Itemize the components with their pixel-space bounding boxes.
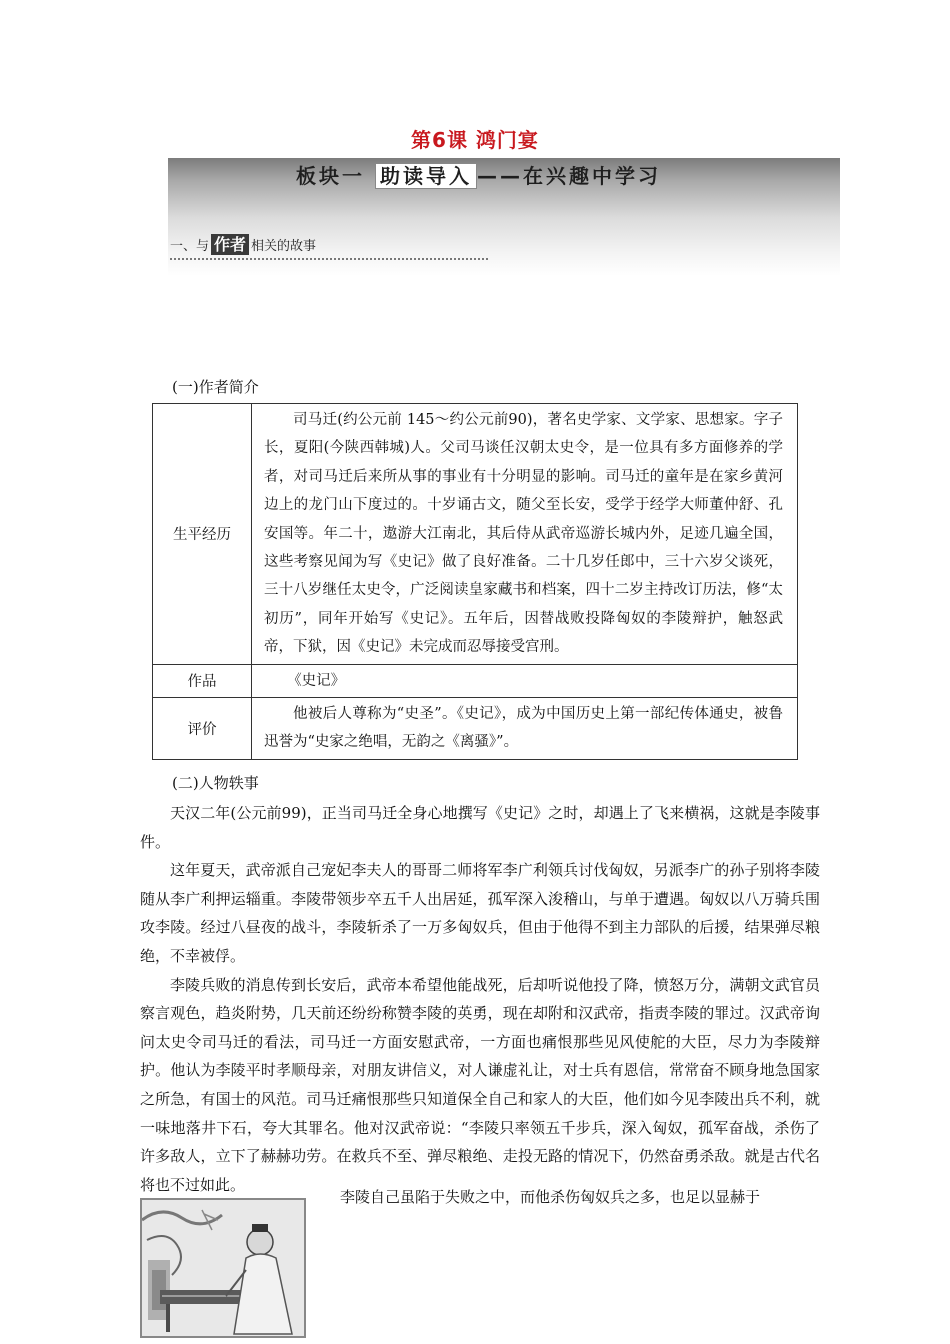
illustration-image — [142, 1200, 304, 1336]
section-heading — [170, 232, 316, 255]
banner-block: 板块一 — [296, 164, 365, 188]
anecdote-body — [140, 799, 820, 1199]
row-label: 生平经历 — [153, 404, 252, 665]
row-content: 《史记》 — [252, 664, 798, 697]
section-prefix: 一、与 — [170, 239, 210, 254]
row-label: 评价 — [153, 698, 252, 760]
dotted-divider — [170, 258, 488, 260]
section-banner — [168, 158, 840, 276]
sima-qian-illustration — [140, 1198, 306, 1338]
table-row — [153, 404, 798, 665]
paragraph-continuation: 李陵自己虽陷于失败之中，而他杀伤匈奴兵之多，也足以显赫于 — [340, 1188, 761, 1206]
intro-heading: (一)作者简介 — [172, 378, 259, 396]
section-suffix: 相关的故事 — [251, 239, 317, 254]
section-highlight: 作者 — [211, 234, 249, 255]
paragraph: 李陵兵败的消息传到长安后，武帝本希望他能战死，后却听说他投了降，愤怒万分，满朝文武官员察言观色，趋炎附势，几天前还纷纷称赞李陵的英勇，现在却附和汉武帝，指责李陵的罪过。汉武帝询问太史令司马迁的看法，司马迁一方面安慰武帝，一方面也痛恨那些见风使舵的大臣，尽力为李陵辩护。他认为李陵平时孝顺母亲，对朋友讲信义，对人谦虚礼让，对士兵有恩信，常常奋不顾身地急国家之所急，有国士的风范。司马迁痛恨那些只知道保全自己和家人的大臣，他们如今见李陵出兵不利，就一味地落井下石，夸大其罪名。他对汉武帝说：“李陵只率领五千步兵，深入匈奴，孤军奋战，杀伤了许多敌人，立下了赫赫功劳。在救兵不至、弹尽粮绝、走投无路的情况下，仍然奋勇杀敌。就是古代名将也不过如此。 — [140, 975, 820, 1194]
paragraph: 天汉二年(公元前99)，正当司马迁全身心地撰写《史记》之时，却遇上了飞来横祸，这就是李陵事件。 — [140, 804, 820, 851]
banner-title — [296, 160, 661, 189]
banner-highlight: 助读导入 — [375, 163, 477, 189]
row-label: 作品 — [153, 664, 252, 697]
anecdote-heading: (二)人物轶事 — [172, 774, 259, 792]
row-content: 司马迁(约公元前 145～约公元前90)，著名史学家、文学家、思想家。字子长，夏阳(今陕西韩城)人。父司马谈任汉朝太史令，是一位具有多方面修养的学者，对司马迁后来所从事的事业有十分明显的影响。司马迁的童年是在家乡黄河边上的龙门山下度过的。十岁诵古文，随父至长安，受学于经学大师董仲舒、孔安国等。年二十，遨游大江南北，其后侍从武帝巡游长城内外，足迹几遍全国，这些考察见闻为写《史记》做了良好准备。二十几岁任郎中，三十六岁父谈死，三十八岁继任太史令，广泛阅读皇家藏书和档案，四十二岁主持改订历法，修“太初历”，同年开始写《史记》。五年后，因替战败投降匈奴的李陵辩护，触怒武帝，下狱，因《史记》未完成而忍辱接受宫刑。 — [252, 404, 798, 665]
table-row — [153, 664, 798, 697]
lesson-title: 第6课 鸿门宴 — [411, 128, 539, 152]
paragraph: 这年夏天，武帝派自己宠妃李夫人的哥哥二师将军李广利领兵讨伐匈奴，另派李广的孙子别将李陵随从李广利押运辎重。李陵带领步卒五千人出居延，孤军深入浚稽山，与单于遭遇。匈奴以八万骑兵围攻李陵。经过八昼夜的战斗，李陵斩杀了一万多匈奴兵，但由于他得不到主力部队的后援，结果弹尽粮绝，不幸被俘。 — [140, 861, 820, 965]
banner-tagline: ——在兴趣中学习 — [476, 164, 661, 188]
row-content: 他被后人尊称为“史圣”。《史记》，成为中国历史上第一部纪传体通史，被鲁迅誉为“史家之绝唱，无韵之《离骚》”。 — [252, 698, 798, 760]
author-info-table — [152, 403, 798, 760]
table-row — [153, 698, 798, 760]
